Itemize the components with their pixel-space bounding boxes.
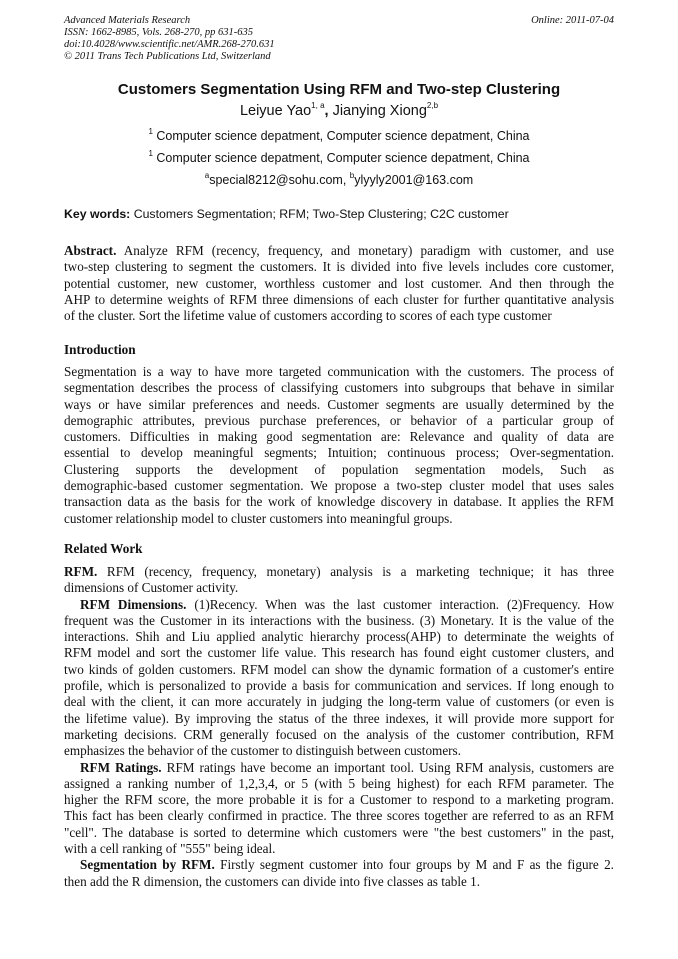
text-line — [64, 792, 614, 808]
line-text: Analyze RFM (recency, frequency, and monetary) paradigm with customer, and use — [116, 243, 614, 258]
line-text: RFM model and sort the customer life value. This research has found eight customer clusters, and — [64, 645, 614, 661]
text-line — [64, 645, 614, 661]
text-line — [64, 776, 614, 792]
text-line — [64, 662, 614, 678]
line-text: of the cluster. Sort the lifetime value of customers according to scores of each type customer — [64, 308, 552, 324]
line-text: interactions. Shih and Liu applied analytic hierarchy process(AHP) to determinate the weights of — [64, 629, 614, 645]
affiliation-text: Computer science depatment, Computer science depatment, China — [152, 129, 530, 143]
line-text: ways or have similar preferences and needs. Customer segments are usually determined by the — [64, 396, 614, 412]
affiliation-sup: 1 — [148, 127, 153, 136]
keywords-text: Customers Segmentation; RFM; Two-Step Clustering; C2C customer — [130, 207, 509, 221]
line-text: two kinds of golden customers. RFM model can show the dynamic formation of a customer's entire — [64, 661, 614, 677]
line-text: profile, which is personalized to provide a basis for communication and services. If long enough to — [64, 678, 614, 694]
text-line — [64, 874, 614, 890]
issn: ISSN: 1662-8985, Vols. 268-270, pp 631-635 — [64, 27, 253, 38]
text-line — [64, 694, 614, 710]
line-text: potential customer, new customer, worthless customer and lost customer. And then through the — [64, 275, 614, 291]
line-text: with a cell ranking of "555" being ideal. — [64, 841, 276, 857]
line-text: Firstly segment customer into four groups by M and F as the figure 2. — [214, 857, 614, 873]
line-text: demographic-based customer segmentation. We propose a two-step cluster model that uses sales — [64, 478, 614, 494]
text-line — [64, 760, 614, 776]
keywords — [64, 207, 509, 221]
text-line — [64, 727, 614, 743]
line-text: AHP to determine weights of RFM three dimensions of each cluster for further quantitative analysis — [64, 291, 614, 307]
affiliation-1 — [0, 129, 678, 143]
line-text: (1)Recency. When was the last customer interaction. (2)Frequency. How — [186, 596, 614, 612]
line-text: "cell". The database is sorted to determine which customers were "the best customers" in the past, — [64, 824, 614, 840]
author-1-sup: 1, a — [311, 101, 325, 110]
text-line — [64, 292, 614, 308]
text-line — [64, 397, 614, 413]
line-text: RFM (recency, frequency, monetary) analysis is a marketing technique; it has three — [97, 564, 614, 579]
journal-name: Advanced Materials Research — [64, 15, 191, 26]
line-text: the lifetime value). By improving the status of the three indexes, it will provide more support for — [64, 710, 614, 726]
paper-title: Customers Segmentation Using RFM and Two-step Clustering — [117, 81, 561, 98]
affiliation-2 — [0, 151, 678, 165]
email-a: special8212@sohu.com, — [209, 173, 350, 187]
introduction-body — [64, 364, 614, 527]
email-sup: a — [204, 171, 210, 180]
authors — [0, 103, 678, 119]
copyright: © 2011 Trans Tech Publications Ltd, Switzerland — [64, 51, 271, 62]
line-text: customer relationship model to cluster customers into meaningful groups. — [64, 510, 453, 526]
line-text: Clustering supports the development of population segmentation models, Such as — [64, 461, 614, 477]
text-line — [64, 808, 614, 824]
text-line — [64, 445, 614, 461]
text-line — [64, 743, 614, 759]
line-text: emphasizes the behavior of the customer to distinguish between customers. — [64, 743, 461, 759]
line-text: deal with the client, it can more accurately in judging the long-term value of customers (or even is — [64, 694, 614, 710]
paragraph-lead: RFM Dimensions. — [80, 596, 187, 612]
author-2: Jianying Xiong — [332, 103, 427, 119]
text-line — [64, 462, 614, 478]
paragraph — [64, 857, 614, 890]
text-line — [64, 380, 614, 396]
line-text: two-step clustering to segment the customers. It is divided into five levels includes core customer, — [64, 259, 614, 275]
email-sup: b — [349, 171, 355, 180]
related-work-heading: Related Work — [64, 541, 143, 556]
paragraph-lead: Segmentation by RFM. — [80, 857, 215, 873]
text-line — [64, 478, 614, 494]
text-line — [64, 364, 614, 380]
text-line — [64, 825, 614, 841]
online-date: Online: 2011-07-04 — [531, 15, 614, 26]
paragraph-lead: RFM Ratings. — [80, 759, 162, 775]
paragraph-lead: Abstract. — [64, 243, 117, 258]
author-2-sup: 2,b — [426, 101, 439, 110]
text-line — [64, 308, 614, 324]
paragraph — [64, 597, 614, 760]
text-line — [64, 413, 614, 429]
text-line — [64, 494, 614, 510]
line-text: dimensions of Customer activity. — [64, 580, 239, 596]
line-text: segmentation describes the process of classifying customers into subgroups that behave in similar — [64, 380, 614, 396]
paragraph — [64, 760, 614, 858]
line-text: higher the RFM score, the more probable it is for a Customer to respond to a marketing program. — [64, 792, 614, 808]
line-text: marketing decisions. CRM generally focused on the analysis of the customer contribution, RFM — [64, 726, 614, 742]
line-text: customers. Difficulties in making good segmentation are: Relevance and quality of data are — [64, 429, 614, 445]
text-line — [64, 678, 614, 694]
line-text: RFM ratings have become an important tool. Using RFM analysis, customers are — [161, 759, 614, 775]
email-b: ylyyly2001@163.com — [354, 173, 474, 187]
line-text: then add the R dimension, the customers can divide into five classes as table 1. — [64, 873, 481, 889]
related-work-body — [64, 564, 614, 890]
line-text: demographic attributes, previous purchase preferences, or behavior of a particular group of — [64, 412, 614, 428]
author-sep: , — [324, 103, 333, 119]
text-line — [64, 857, 614, 873]
emails — [0, 173, 678, 187]
introduction-heading: Introduction — [64, 342, 136, 357]
line-text: This fact has been clearly confirmed in practice. The three scores together are referred to as an RFM — [64, 808, 614, 824]
paragraph-lead: RFM. — [64, 564, 98, 579]
text-line — [64, 429, 614, 445]
journal-header — [64, 15, 275, 63]
text-line — [64, 711, 614, 727]
affiliation-text: Computer science depatment, Computer science depatment, China — [152, 151, 530, 165]
text-line — [64, 243, 614, 259]
abstract — [64, 243, 614, 324]
line-text: Segmentation is a way to have more targeted communication with the customers. The process of — [64, 364, 614, 379]
text-line — [64, 564, 614, 580]
line-text: assigned a ranking number of 1,2,3,4, or 5 (with 5 being highest) for each RFM parameter. The — [64, 775, 614, 791]
text-line — [64, 597, 614, 613]
text-line — [64, 629, 614, 645]
text-line — [64, 259, 614, 275]
keywords-label: Key words: — [64, 207, 131, 221]
line-text: transaction data as the basis for the work of knowledge discovery in database. It applies the RFM — [64, 494, 614, 510]
text-line — [64, 580, 614, 596]
text-line — [64, 511, 614, 527]
paragraph — [64, 564, 614, 597]
text-line — [64, 613, 614, 629]
line-text: essential to develop meaningful segments; Intuition; continuous process; Over-segmentation. — [64, 445, 614, 461]
doi: doi:10.4028/www.scientific.net/AMR.268-270.631 — [64, 39, 275, 50]
affiliation-sup: 1 — [148, 149, 153, 158]
text-line — [64, 276, 614, 292]
text-line — [64, 841, 614, 857]
line-text: frequent was the Customer in its interactions with the business. (3) Monetary. It is the value of the — [64, 612, 614, 628]
author-1: Leiyue Yao — [239, 103, 312, 119]
